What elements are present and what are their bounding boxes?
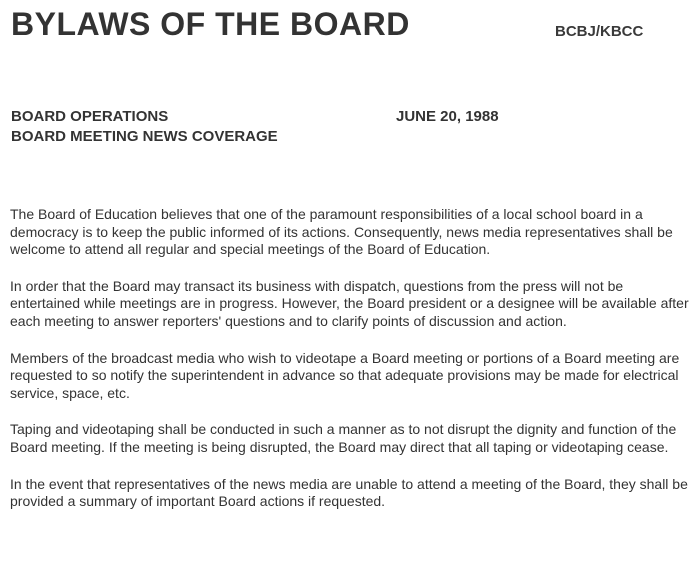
section-heading bbox=[11, 107, 278, 147]
document-title: BYLAWS OF THE BOARD bbox=[11, 6, 410, 42]
document-body bbox=[10, 206, 690, 530]
section-line-news-coverage: BOARD MEETING NEWS COVERAGE bbox=[11, 128, 278, 145]
paragraph-summary-provision: In the event that representatives of the news media are unable to attend a meeting of the Board, they shall be provided a summary of important Board actions if requested. bbox=[10, 475, 688, 510]
section-line-operations: BOARD OPERATIONS bbox=[11, 108, 169, 125]
paragraph-broadcast-media: Members of the broadcast media who wish to videotape a Board meeting or portions of a Board meeting are requested to so notify the superintendent in advance so that adequate provisions may be made for electrical service, space, etc. bbox=[10, 349, 680, 401]
paragraph-taping-conduct: Taping and videotaping shall be conducted in such a manner as to not disrupt the dignity and function of the Board meeting. If the meeting is being disrupted, the Board may direct that all taping or videotaping cease. bbox=[10, 421, 677, 455]
document-date: JUNE 20, 1988 bbox=[396, 108, 499, 125]
paragraph-public-information: The Board of Education believes that one of the paramount responsibilities of a local school board in a democracy is to keep the public informed of its actions. Consequently, news media representatives shall be welcome to attend all regular and special meetings of the Board of Education. bbox=[10, 206, 673, 258]
document-code: BCBJ/KBCC bbox=[555, 23, 644, 40]
paragraph-press-questions: In order that the Board may transact its business with dispatch, questions from the press will not be entertained while meetings are in progress. However, the Board president or a designee will be available after each meeting to answer reporters' questions and to clarify points of discussion and action. bbox=[10, 277, 689, 329]
